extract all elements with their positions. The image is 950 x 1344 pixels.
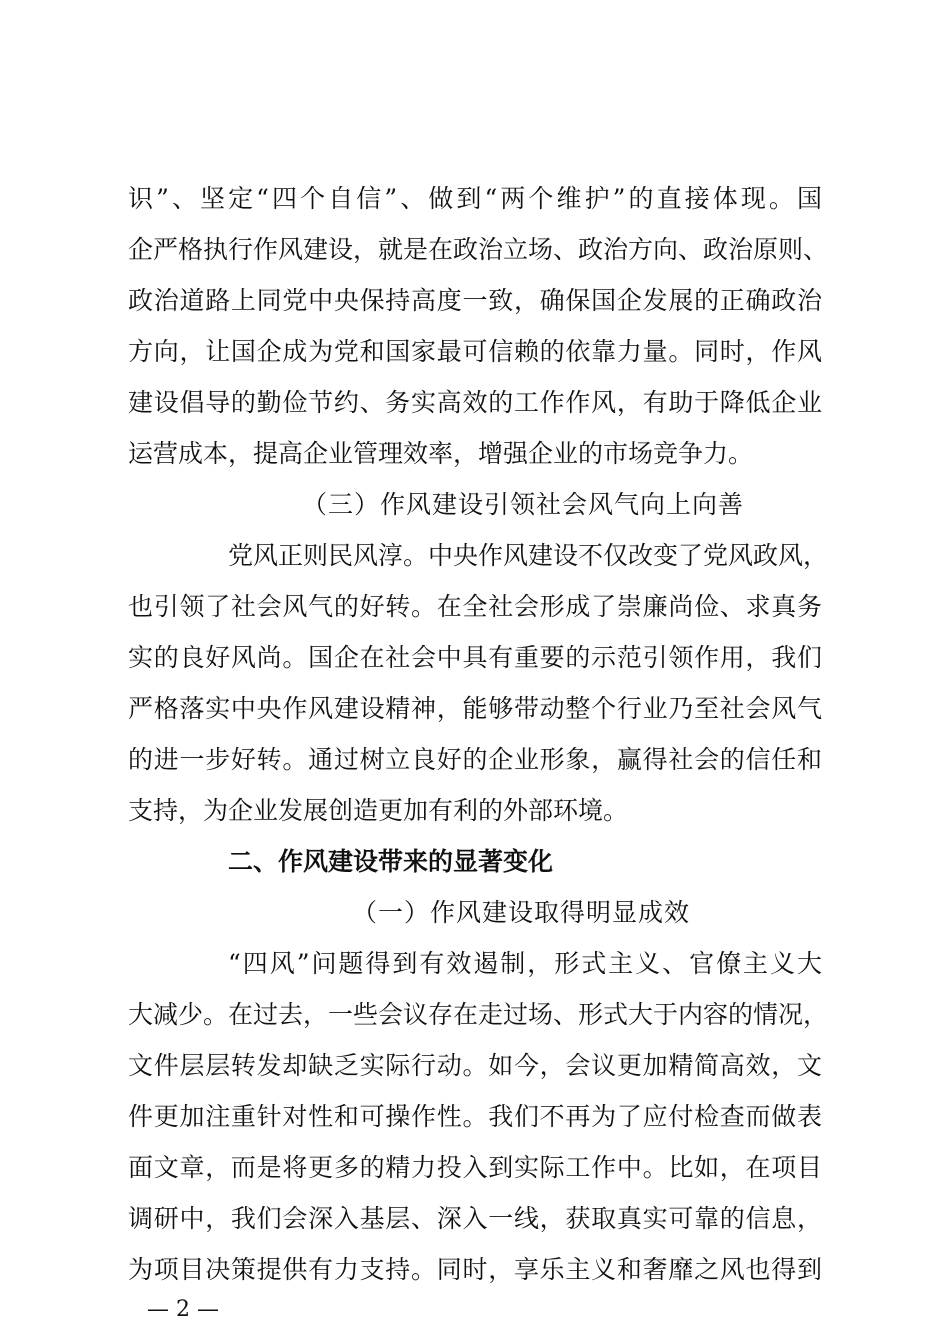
text-line: 建设倡导的勤俭节约、务实高效的工作作风，有助于降低企业 bbox=[128, 388, 822, 417]
section-heading-3: （三）作风建设引领社会风气向上向善 bbox=[302, 490, 745, 519]
text-line: 大减少。在过去，一些会议存在走过场、形式大于内容的情况， bbox=[128, 1000, 829, 1029]
text-line: 运营成本，提高企业管理效率，增强企业的市场竞争力。 bbox=[128, 439, 754, 468]
main-heading-2: 二、作风建设带来的显著变化 bbox=[228, 847, 554, 876]
text-line: 政治道路上同党中央保持高度一致，确保国企发展的正确政治 bbox=[128, 286, 822, 315]
text-line: 件更加注重针对性和可操作性。我们不再为了应付检查而做表 bbox=[128, 1102, 822, 1131]
page-number: — 2 — bbox=[147, 1297, 219, 1322]
text-line: 调研中，我们会深入基层、深入一线，获取真实可靠的信息， bbox=[128, 1204, 822, 1233]
text-line: 为项目决策提供有力支持。同时，享乐主义和奢靡之风也得到 bbox=[128, 1255, 822, 1284]
text-line: 党风正则民风淳。中央作风建设不仅改变了党风政风， bbox=[228, 541, 829, 570]
text-line: 面文章，而是将更多的精力投入到实际工作中。比如，在项目 bbox=[128, 1153, 822, 1182]
section-heading-1: （一）作风建设取得明显成效 bbox=[352, 898, 691, 927]
text-line: 实的良好风尚。国企在社会中具有重要的示范引领作用，我们 bbox=[128, 643, 822, 672]
text-line: 文件层层转发却缺乏实际行动。如今，会议更加精简高效，文 bbox=[128, 1051, 822, 1080]
text-line: 的进一步好转。通过树立良好的企业形象，赢得社会的信任和 bbox=[128, 745, 822, 774]
text-line: 严格落实中央作风建设精神，能够带动整个行业乃至社会风气 bbox=[128, 694, 822, 723]
text-line: 支持，为企业发展创造更加有利的外部环境。 bbox=[128, 796, 629, 825]
text-line: 也引领了社会风气的好转。在全社会形成了崇廉尚俭、求真务 bbox=[128, 592, 822, 621]
text-line: 企严格执行作风建设，就是在政治立场、政治方向、政治原则、 bbox=[128, 235, 829, 264]
text-line: 方向，让国企成为党和国家最可信赖的依靠力量。同时，作风 bbox=[128, 337, 822, 366]
text-line: “四风”问题得到有效遏制，形式主义、官僚主义大 bbox=[228, 949, 822, 978]
text-line: 识”、坚定“四个自信”、做到“两个维护”的直接体现。国 bbox=[128, 184, 822, 213]
